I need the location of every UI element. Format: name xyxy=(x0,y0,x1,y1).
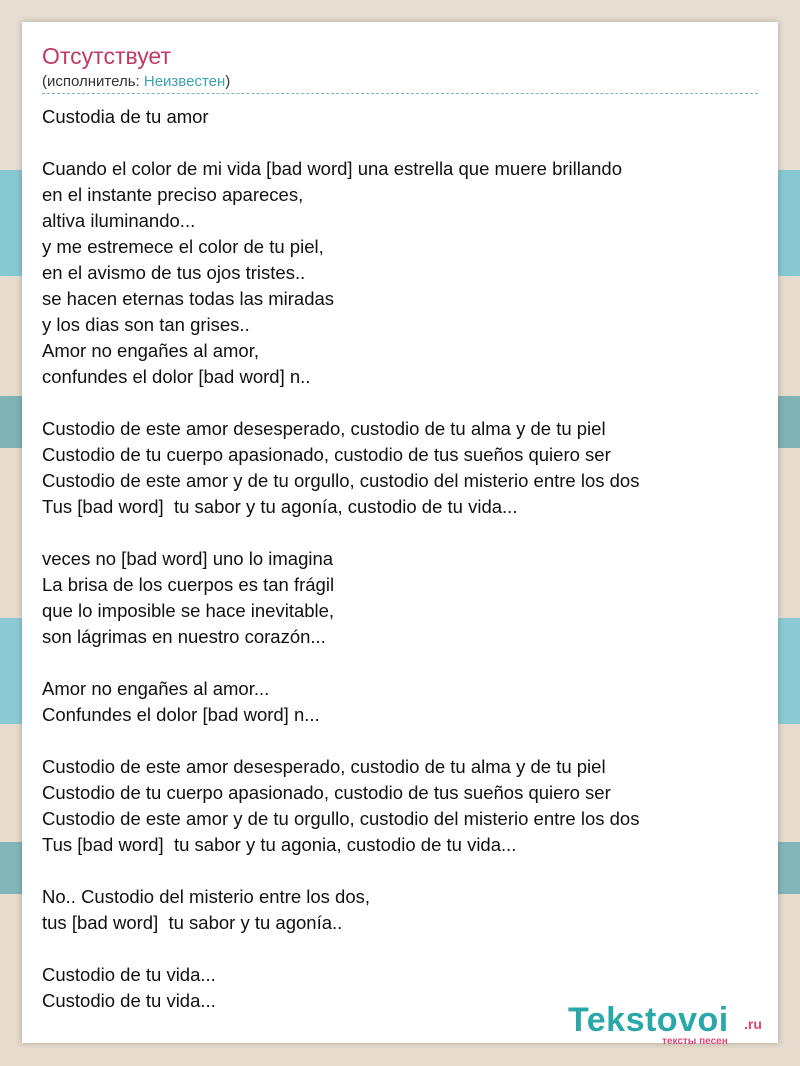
lyric-line xyxy=(42,390,758,416)
lyric-line: No.. Custodio del misterio entre los dos, xyxy=(42,886,371,907)
lyric-line: Custodio de tu vida... xyxy=(42,990,216,1011)
lyric-line: La brisa de los cuerpos es tan frágil xyxy=(42,574,335,595)
lyric-line xyxy=(42,650,758,676)
lyric-line: Custodio de este amor y de tu orgullo, custodio del misterio entre los dos xyxy=(42,470,640,491)
lyric-line: altiva iluminando... xyxy=(42,210,196,231)
lyric-line: Custodia de tu amor xyxy=(42,106,209,127)
lyric-line: Amor no engañes al amor, xyxy=(42,340,259,361)
lyric-line xyxy=(42,728,758,754)
lyric-line xyxy=(42,130,758,156)
artist-link[interactable]: Неизвестен xyxy=(143,73,226,90)
artist-prefix: (исполнитель: xyxy=(42,73,144,90)
artist-line xyxy=(42,72,230,92)
lyric-line xyxy=(42,858,758,884)
lyric-line: confundes el dolor [bad word] n.. xyxy=(42,366,311,387)
lyric-line: veces no [bad word] uno lo imagina xyxy=(42,548,334,569)
lyric-line: Custodio de tu cuerpo apasionado, custodio de tus sueños quiero ser xyxy=(42,444,611,465)
lyric-line: se hacen eternas todas las miradas xyxy=(42,288,335,309)
lyric-line: tus [bad word] tu sabor y tu agonía.. xyxy=(42,912,343,933)
lyric-line: Amor no engañes al amor... xyxy=(42,678,270,699)
lyric-line: Custodio de este amor desesperado, custodio de tu alma y de tu piel xyxy=(42,756,606,777)
lyric-line: Custodio de tu vida... xyxy=(42,964,216,985)
lyric-line: Custodio de este amor y de tu orgullo, custodio del misterio entre los dos xyxy=(42,808,640,829)
lyric-line: que lo imposible se hace inevitable, xyxy=(42,600,335,621)
artist-suffix: ) xyxy=(225,73,231,90)
song-title: Отсутствует xyxy=(42,43,171,69)
site-logo[interactable] xyxy=(568,1001,768,1047)
logo-tagline: тексты песен xyxy=(662,1036,728,1047)
lyric-line: Custodio de este amor desesperado, custodio de tu alma y de tu piel xyxy=(42,418,606,439)
lyric-line: Cuando el color de mi vida [bad word] una estrella que muere brillando xyxy=(42,158,623,179)
header-divider xyxy=(42,93,758,94)
lyric-line: Custodio de tu cuerpo apasionado, custodio de tus sueños quiero ser xyxy=(42,782,611,803)
lyric-line: en el instante preciso apareces, xyxy=(42,184,304,205)
lyric-line: y los dias son tan grises.. xyxy=(42,314,250,335)
lyric-line: Tus [bad word] tu sabor y tu agonia, custodio de tu vida... xyxy=(42,834,517,855)
lyrics-card xyxy=(22,22,778,1047)
lyric-line: Confundes el dolor [bad word] n... xyxy=(42,704,320,725)
lyrics-text xyxy=(42,104,758,1014)
lyric-line xyxy=(42,520,758,546)
lyric-line: y me estremece el color de tu piel, xyxy=(42,236,324,257)
lyric-line: en el avismo de tus ojos tristes.. xyxy=(42,262,306,283)
lyric-line: Tus [bad word] tu sabor y tu agonía, custodio de tu vida... xyxy=(42,496,518,517)
lyric-line: son lágrimas en nuestro corazón... xyxy=(42,626,326,647)
logo-domain: .ru xyxy=(744,1016,762,1032)
logo-wordmark: Tekstovoi xyxy=(568,1001,729,1039)
lyric-line xyxy=(42,936,758,962)
